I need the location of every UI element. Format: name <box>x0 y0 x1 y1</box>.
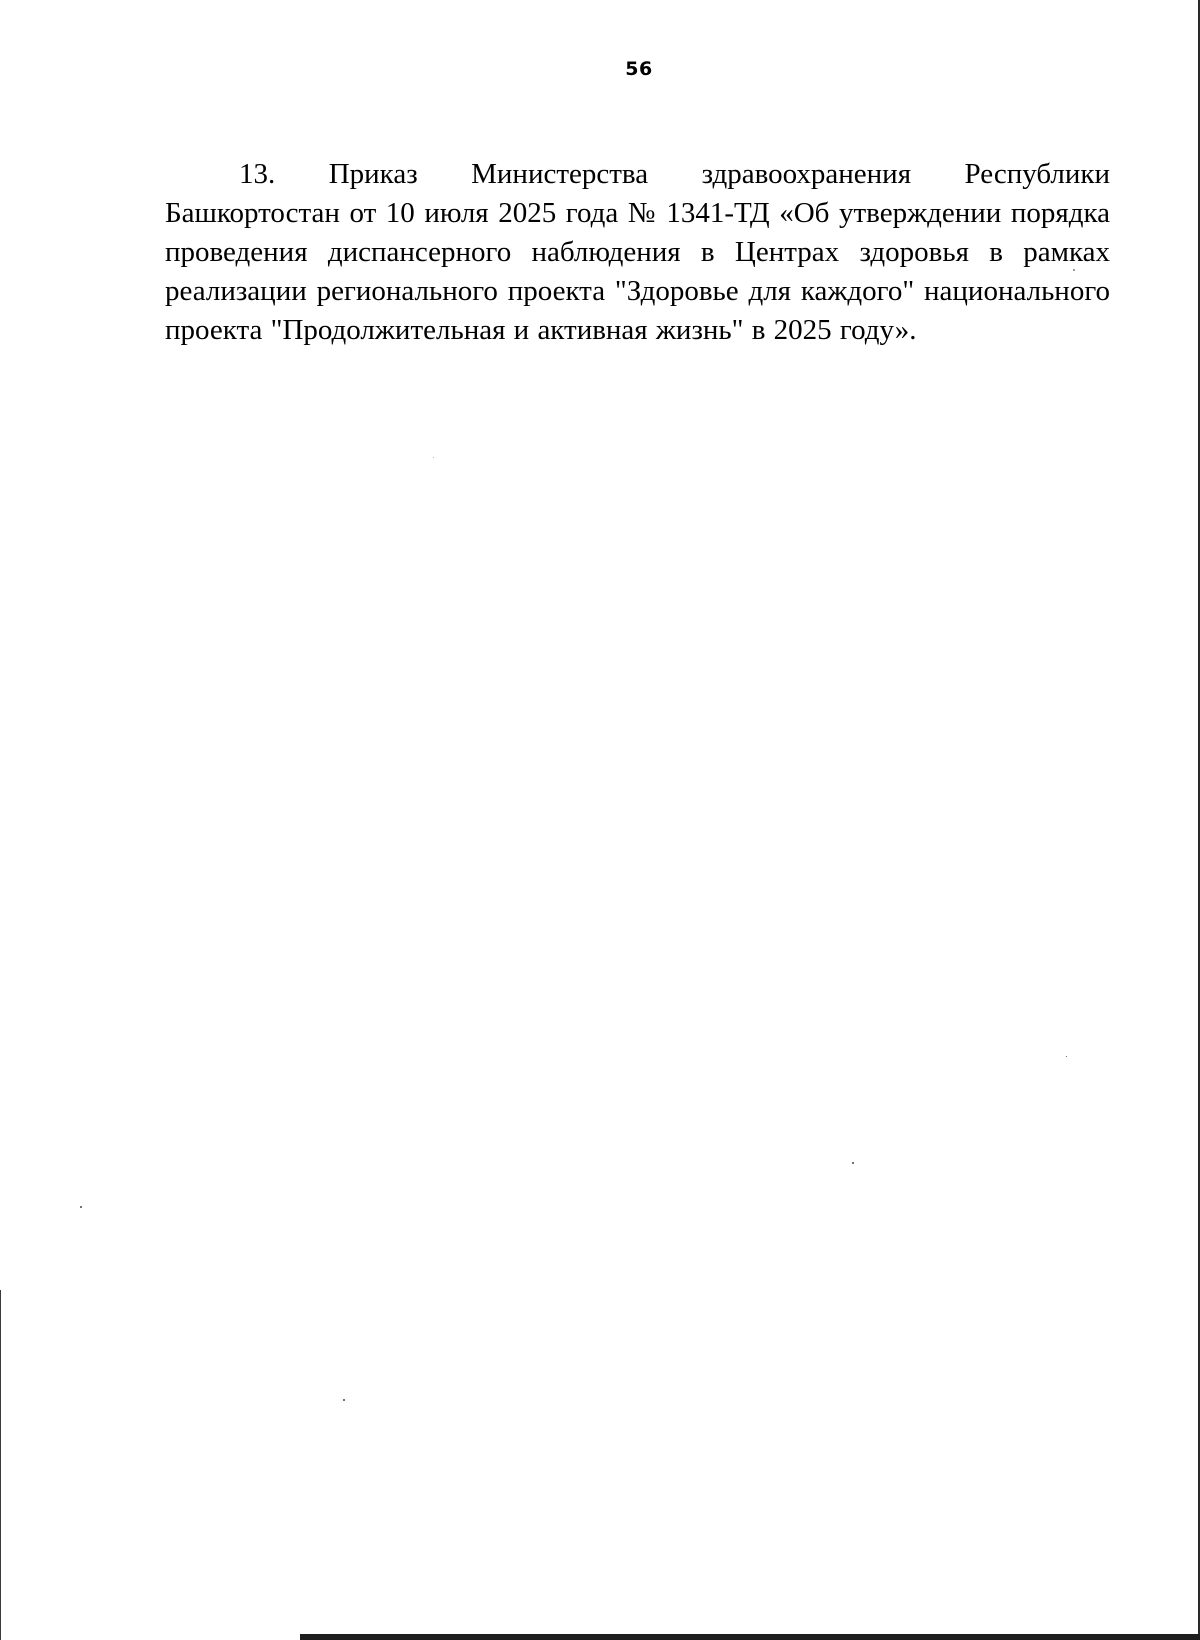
scan-speck <box>852 1162 854 1164</box>
scan-speck <box>433 457 434 458</box>
list-item-13-paragraph: 13. Приказ Министерства здравоохранения Республики Башкортостан от 10 июля 2025 года № 1341-ТД «Об утверждении порядка проведения диспансерного наблюдения в Центрах здоровья в рамках реализации регионального проекта "Здоровье для каждого" национального проекта "Продолжительная и активная жизнь" в 2025 году». <box>165 158 1110 346</box>
page-number: 56 <box>625 58 653 80</box>
scan-edge-bottom <box>300 1634 1200 1640</box>
scan-speck <box>1066 1056 1067 1057</box>
scan-speck <box>1073 269 1075 271</box>
scan-edge-left <box>0 1290 1 1640</box>
scan-speck <box>80 1206 82 1208</box>
scan-speck <box>343 1399 345 1401</box>
